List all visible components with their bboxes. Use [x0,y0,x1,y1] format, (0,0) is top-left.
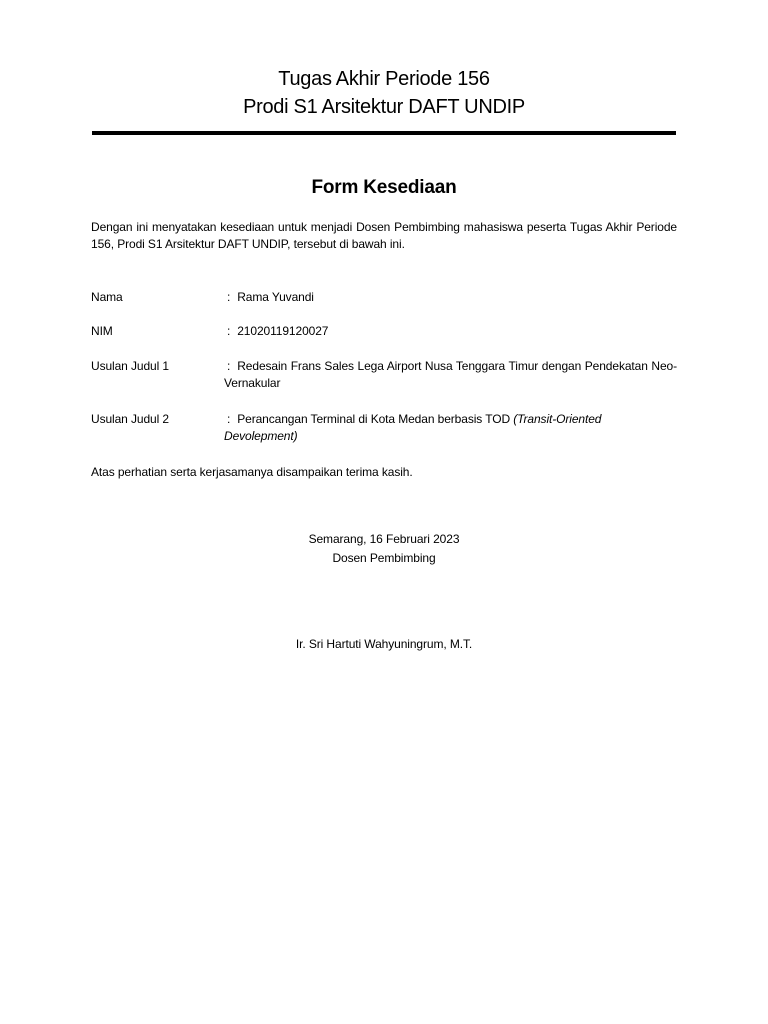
field-label-nama: Nama [91,290,123,304]
field-separator: : [227,412,231,426]
form-title: Form Kesediaan [311,177,457,198]
field-value-nama [224,289,677,306]
field-value-nim-text: 21020119120027 [237,324,329,338]
field-value-usulan-judul-2-italic: (Transit-Oriented Devolepment) [224,412,602,443]
field-value-usulan-judul-2-text: Perancangan Terminal di Kota Medan berbasis TOD [237,412,511,426]
intro-paragraph: Dengan ini menyatakan kesediaan untuk menjadi Dosen Pembimbing mahasiswa peserta Tugas Akhir Periode 156, Prodi S1 Arsitektur DAFT UNDIP, tersebut di bawah ini. [91,220,677,251]
field-value-usulan-judul-1-text: Redesain Frans Sales Lega Airport Nusa Tenggara Timur dengan Pendekatan Neo-Vernakular [224,359,677,390]
signature-name: Ir. Sri Hartuti Wahyuningrum, M.T. [295,637,473,651]
field-separator: : [227,359,231,373]
field-value-nim [224,323,677,340]
field-label-usulan-judul-1: Usulan Judul 1 [91,359,169,373]
field-label-nim: NIM [91,324,113,338]
field-value-nama-text: Rama Yuvandi [237,290,314,304]
document-header-line2: Prodi S1 Arsitektur DAFT UNDIP [243,96,525,118]
document-header-line1: Tugas Akhir Periode 156 [278,68,490,90]
field-value-usulan-judul-1 [224,358,677,392]
field-separator: : [227,290,231,304]
header-divider [92,131,676,135]
field-separator: : [227,324,231,338]
signature-role: Dosen Pembimbing [332,551,436,565]
signature-place-date: Semarang, 16 Februari 2023 [308,532,460,546]
field-label-usulan-judul-2: Usulan Judul 2 [91,412,169,426]
field-value-usulan-judul-2 [224,411,677,445]
closing-sentence: Atas perhatian serta kerjasamanya disampaikan terima kasih. [91,465,413,479]
